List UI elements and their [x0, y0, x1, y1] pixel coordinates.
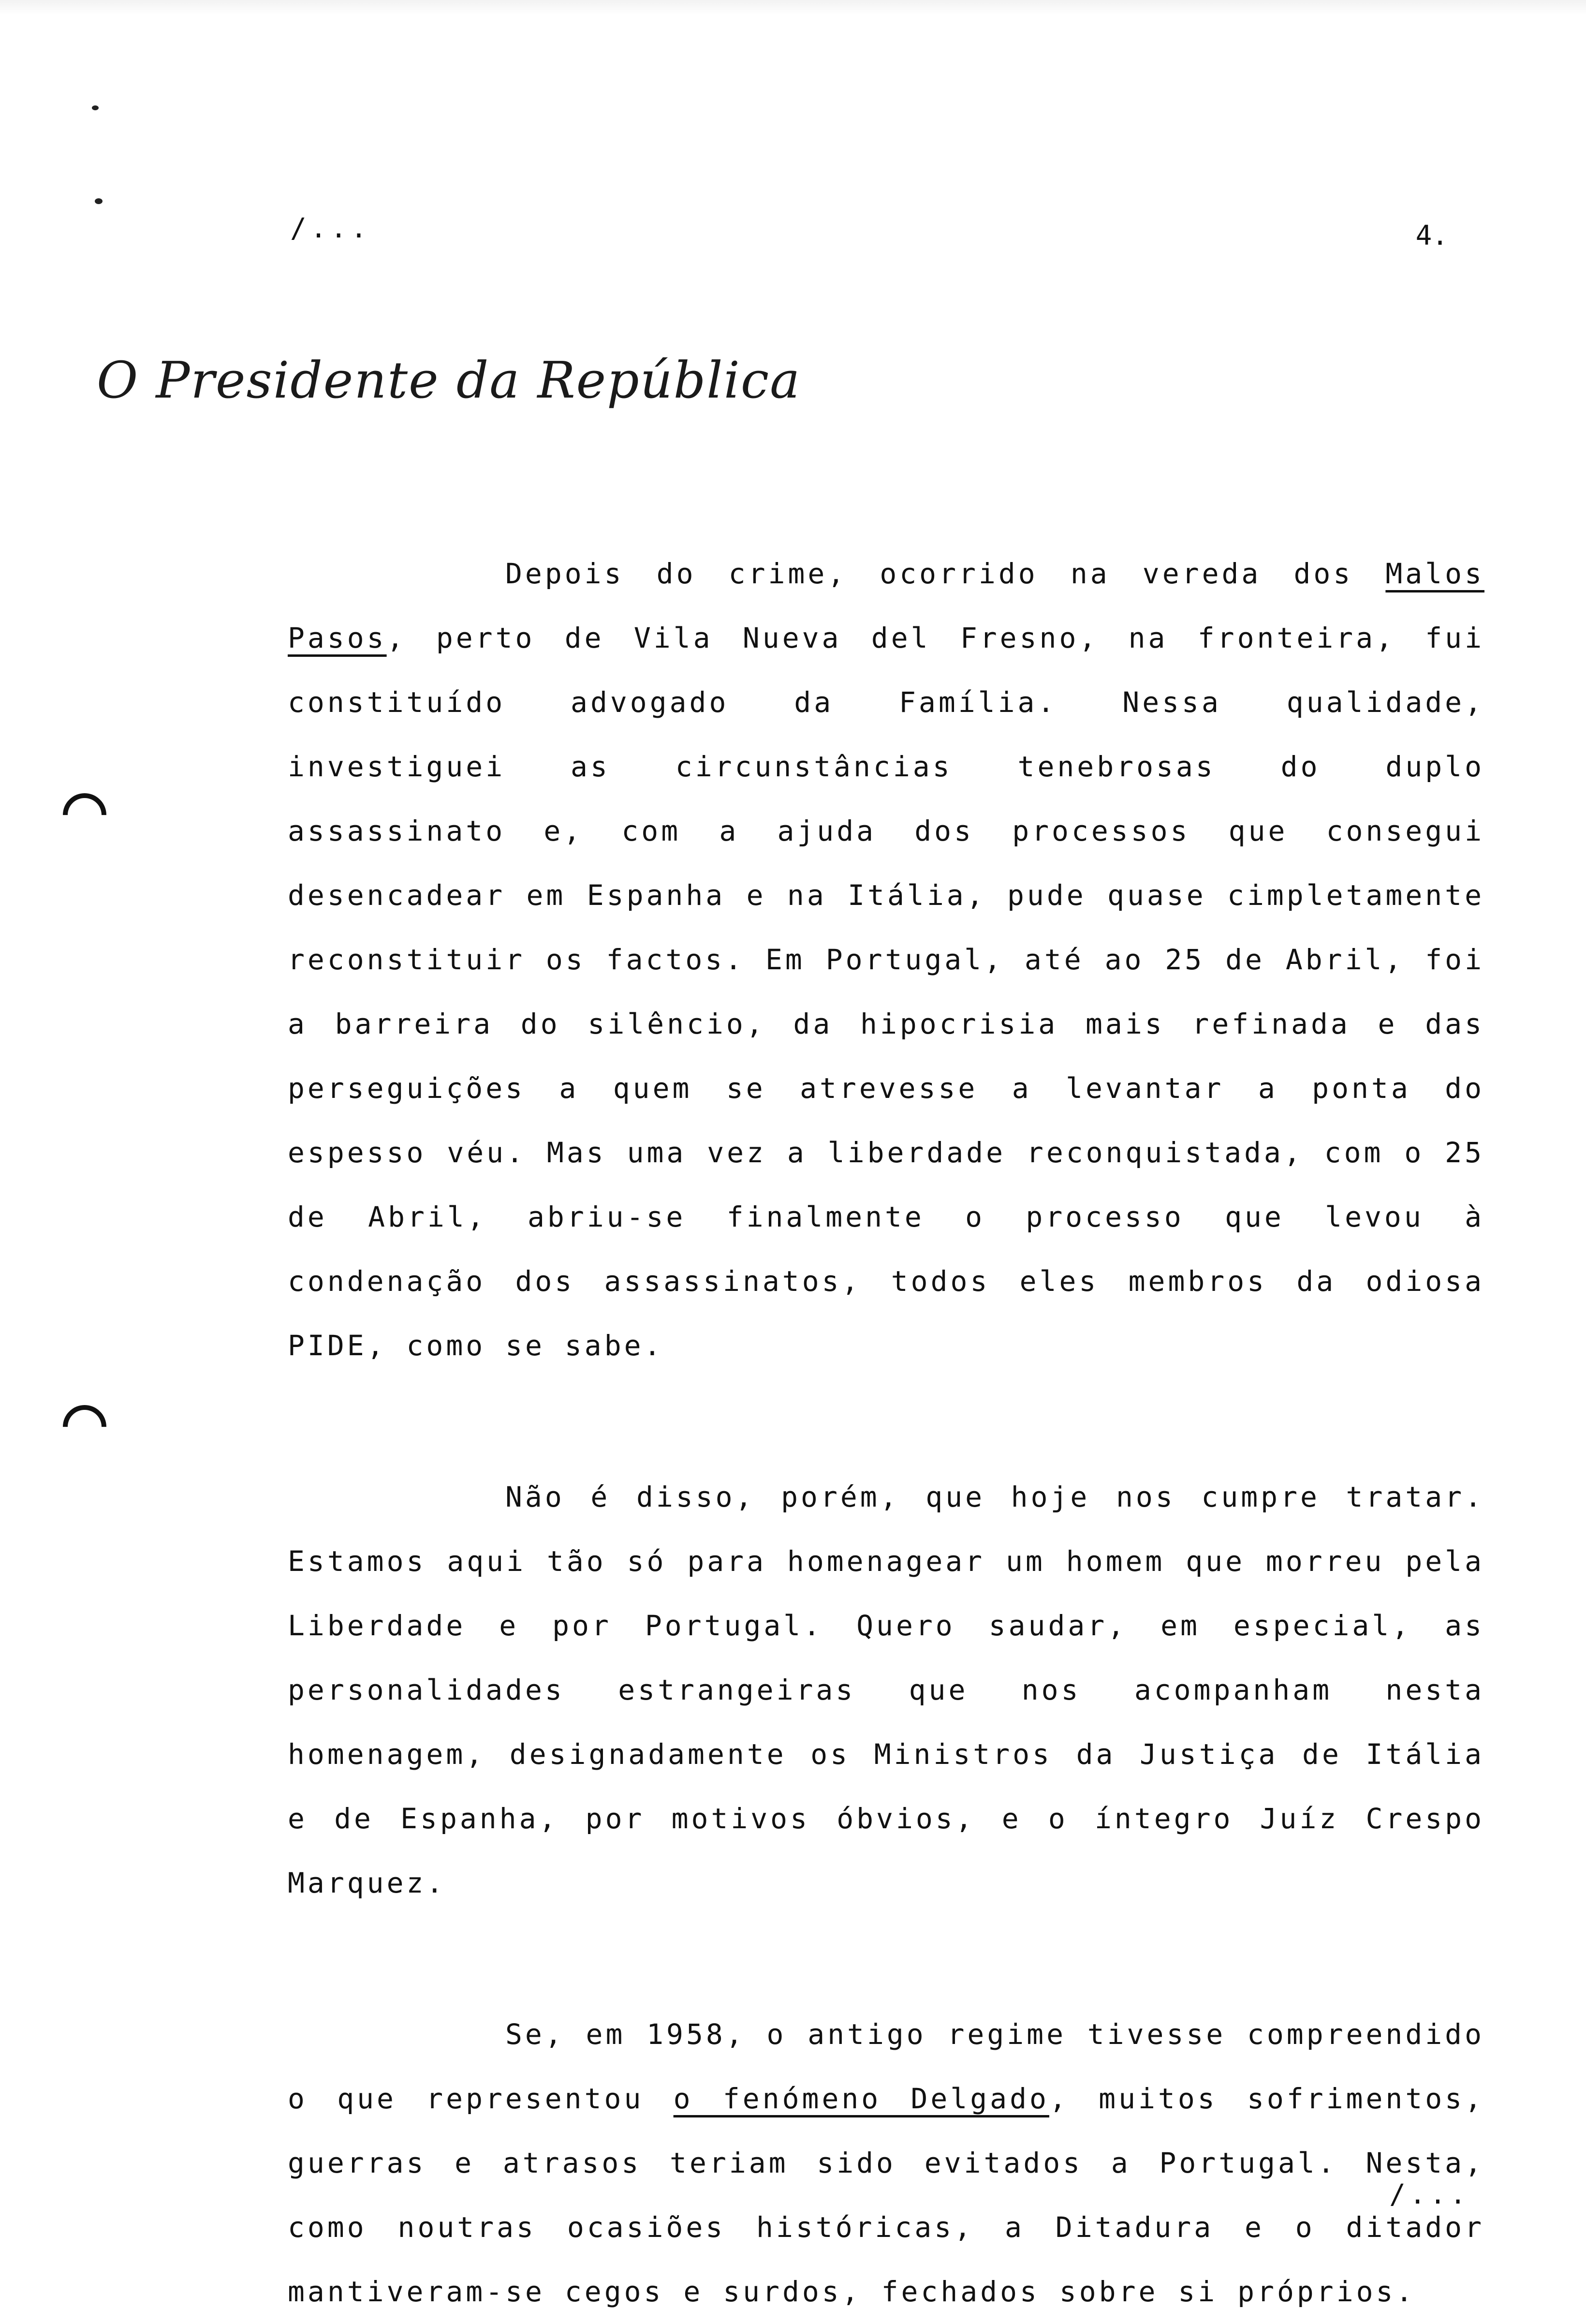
punch-hole-mark: [54, 784, 115, 845]
paragraph-2: Não é disso, porém, que hoje nos cumpre tratar. Estamos aqui tão só para homenagear um homem que morreu pela Liberdade e por Portugal. Quero saudar, em especial, as personalidades estrangeiras que nos acompanham nesta homenagem, designadamente os Ministros da Justiça de Itália e de Espanha, por motivos óbvios, e o íntegro Juíz Crespo Marquez.: [288, 1480, 1484, 1899]
page-number: 4.: [1415, 220, 1448, 252]
continuation-mark-top: /...: [290, 213, 371, 244]
scan-mark-dot: [95, 198, 103, 204]
paragraph-1: Depois do crime, ocorrido na vereda dos Malos Pasos, perto de Vila Nueva del Fresno, na fronteira, fui constituído advogado da Família. Nessa qualidade, investiguei as circunstâncias tenebrosas do duplo assassinato e, com a ajuda dos processos que consegui desencadear em Espanha e na Itália, pude quase cimpletamente reconstituir os factos. Em Portugal, até ao 25 de Abril, foi a barreira do silêncio, da hipocrisia mais refinada e das perseguições a quem se atrevesse a levantar a ponta do espesso véu. Mas uma vez a liberdade reconquistada, com o 25 de Abril, abriu-se finalmente o processo que levou à condenação dos assassinatos, todos eles membros da odiosa PIDE, como se sabe.: [288, 557, 1484, 1362]
punch-hole-mark: [54, 1396, 115, 1457]
paragraph-3: Se, em 1958, o antigo regime tivesse compreendido o que representou o fenómeno Delgado, muitos sofrimentos, guerras e atrasos teriam sido evitados a Portugal. Nesta, como noutras ocasiões históricas, a Ditadura e o ditador mantiveram-se cegos e surdos, fechados sobre si próprios.: [288, 2018, 1484, 2308]
underlined-phrase: o fenómeno Delgado: [673, 2082, 1049, 2115]
scan-mark-dot: [92, 105, 99, 110]
underlined-place-name: Malos Pasos: [288, 557, 1484, 654]
scan-top-edge: [0, 0, 1586, 15]
letter-body: [288, 542, 1484, 2324]
letterhead-title: O Presidente da República: [97, 351, 801, 410]
continuation-mark-bottom: /...: [1389, 2179, 1470, 2210]
